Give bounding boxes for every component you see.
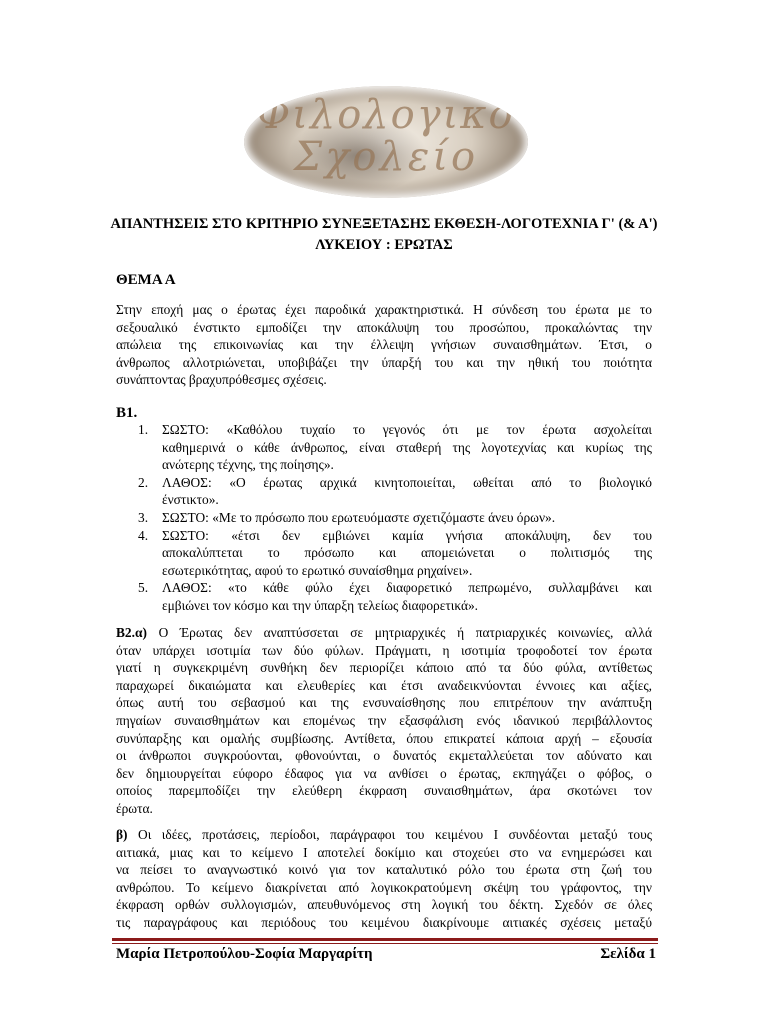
- document-title-line2: ΛΥΚΕΙΟΥ : ΕΡΩΤΑΣ: [315, 237, 453, 253]
- b1-answer-list: [116, 421, 652, 615]
- text-line: αιτιακά, μιας και το κείμενο Ι αποτελεί δοκίμιο και στοχεύει στο να ενημερώσει και: [116, 844, 652, 860]
- text-line: άνθρωπος αλλοτριώνεται, υποβιβάζει την ύπαρξή του και την ηθική του ποιότητα: [116, 354, 652, 370]
- text-line: έκφραση ορθών συλλογισμών, απευθυνόμενος στη λογική του δέκτη. Σχεδόν σε όλες: [116, 897, 652, 913]
- text-line: ΛΑΘΟΣ: «Ο έρωτας αρχικά κινητοποιείται, ωθείται από το βιολογικό: [162, 474, 652, 490]
- text-line: καθημερινά ο κάθε άνθρωπος, είναι σταθερή της λογοτεχνίας και κυρίως της: [162, 439, 652, 455]
- text-line: [116, 826, 652, 844]
- list-item-number: 5.: [138, 580, 149, 596]
- text-line: [116, 624, 652, 642]
- b2a-paragraph: [116, 624, 652, 818]
- list-item: [116, 579, 652, 614]
- text-line: όπως αυτή του σεβασμού και της ενσυναίσθησης που επιτρέπουν την ανάπτυξη: [116, 695, 652, 711]
- text-line: ΣΩΣΤΟ: «Με το πρόσωπο που ερωτευόμαστε σχετιζόμαστε άνευ όρων».: [162, 509, 556, 525]
- footer-divider-thin: [112, 943, 658, 944]
- footer-divider-thick: [112, 938, 658, 941]
- school-logo: [244, 86, 528, 198]
- list-item: [116, 527, 652, 580]
- logo-text-line2: Σχολείο: [293, 134, 479, 180]
- b2b-label: β): [116, 827, 128, 842]
- text-line: γιατί η συγκεκριμένη συνθήκη δεν περιορίζει κάποιο από τα δύο φύλα, αντίθετως: [116, 660, 652, 676]
- text-line: ΛΑΘΟΣ: «το κάθε φύλο έχει διαφορετικό πεπρωμένο, συλλαμβάνει και: [162, 580, 652, 596]
- text-line: οποίος παρεμποδίζει την ελεύθερη έκφραση συναισθημάτων, άρα σκοτώνει τον: [116, 783, 652, 799]
- list-item: [116, 474, 652, 509]
- thema-a-heading: ΘΕΜΑ Α: [116, 272, 176, 288]
- text-line: να πείσει το αναγνωστικό κοινό για τον καταλυτικό ρόλο του έρωτα στη ζωή του: [116, 862, 652, 878]
- text-line: ανώτερης τέχνης, της ποίησης».: [162, 457, 334, 473]
- text-line: οι άνθρωποι συγκρούονται, φθονούνται, ο δυνατός εκμεταλλεύεται τον αδύνατο και: [116, 748, 652, 764]
- text-line: Στην εποχή μας ο έρωτας έχει παροδικά χαρακτηριστικά. Η σύνδεση του έρωτα με το: [116, 302, 652, 317]
- list-item-number: 2.: [138, 474, 149, 490]
- b2a-label: Β2.α): [116, 625, 147, 640]
- text-line: ανθρώπου. Το κείμενο διακρίνεται από λογικοκρατούμενη σκέψη του γράφοντος, την: [116, 879, 652, 895]
- thema-a-paragraph: [116, 301, 652, 389]
- list-item-number: 3.: [138, 509, 149, 525]
- b1-heading: Β1.: [116, 405, 138, 421]
- text-line: συνάπτοντας βραχυπρόθεσμες σχέσεις.: [116, 372, 327, 388]
- list-item: [116, 509, 652, 527]
- footer-author: Μαρία Πετροπούλου-Σοφία Μαργαρίτη: [116, 946, 373, 962]
- text-line: πηγαίων συναισθημάτων και επομένως την εξασφάλιση ενός ιδανικού περιβάλλοντος: [116, 712, 652, 728]
- text-line: παραχωρεί δικαιώματα και ελευθερίες και έτσι αναδεικνύονται έννοιες και αξίες,: [116, 677, 652, 693]
- text-line: ένστικτο».: [162, 492, 219, 508]
- text-line: εσωτερικότητας, αφού το ερωτικό συναίσθημα ρηχαίνει».: [162, 562, 473, 578]
- text-line: εμβιώνει τον κόσμο και την ύπαρξη τελείως διαφορετικά».: [162, 597, 479, 613]
- list-item-number: 4.: [138, 527, 149, 543]
- text-line: δεν δημιουργείται εύφορο έδαφος για να ανθίσει ο έρωτας, εκπηγάζει ο φόβος, ο: [116, 765, 652, 781]
- text-line: συνύπαρξης και ομαλής συμβίωσης. Αντίθετα, όπου επικρατεί κάποια αρχή – εξουσία: [116, 730, 652, 746]
- logo-text-line1: Φιλολογικό: [257, 92, 515, 138]
- text-line: έρωτα.: [116, 800, 153, 816]
- list-item: [116, 421, 652, 474]
- text-line: ΣΩΣΤΟ: «έτσι δεν εμβιώνει καμία γνήσια αποκάλυψη, δεν του: [162, 527, 652, 543]
- text-line: ΣΩΣΤΟ: «Καθόλου τυχαίο το γεγονός ότι με τον έρωτα ασχολείται: [162, 422, 652, 437]
- b2a-first-line: Ο Έρωτας δεν αναπτύσσεται σε μητριαρχικές ή πατριαρχικές κοινωνίες, αλλά: [146, 625, 652, 640]
- list-item-number: 1.: [138, 422, 149, 437]
- text-line: σεξουαλικό ένστικτο εμποδίζει την αποκάλυψη του προσώπου, προκαλώντας την: [116, 319, 652, 335]
- text-line: απώλεια της επικοινωνίας και την έλλειψη γνήσιων συναισθημάτων. Έτσι, ο: [116, 337, 652, 353]
- document-title-line1: ΑΠΑΝΤΗΣΕΙΣ ΣΤΟ ΚΡΙΤΗΡΙΟ ΣΥΝΕΞΕΤΑΣΗΣ ΕΚΘΕΣΗ-ΛΟΓΟΤΕΧΝΙΑ Γ' (& Α'): [110, 216, 658, 232]
- text-line: τις παραγράφους και περιόδους του κειμένου διακρίνουμε αιτιακές σχέσεις μεταξύ: [116, 914, 652, 930]
- b2b-first-line: Οι ιδέες, προτάσεις, περίοδοι, παράγραφοι του κειμένου Ι συνδέονται μεταξύ τους: [127, 827, 652, 842]
- footer-page-number: Σελίδα 1: [600, 946, 656, 962]
- text-line: αποκαλύπτεται το πρόσωπο και απομειώνεται ο πολιτισμός της: [162, 545, 652, 561]
- text-line: όταν υπάρχει ισοτιμία των δύο φύλων. Πράγματι, η ισοτιμία τροφοδοτεί τον έρωτα: [116, 642, 652, 658]
- b2b-paragraph: [116, 826, 652, 932]
